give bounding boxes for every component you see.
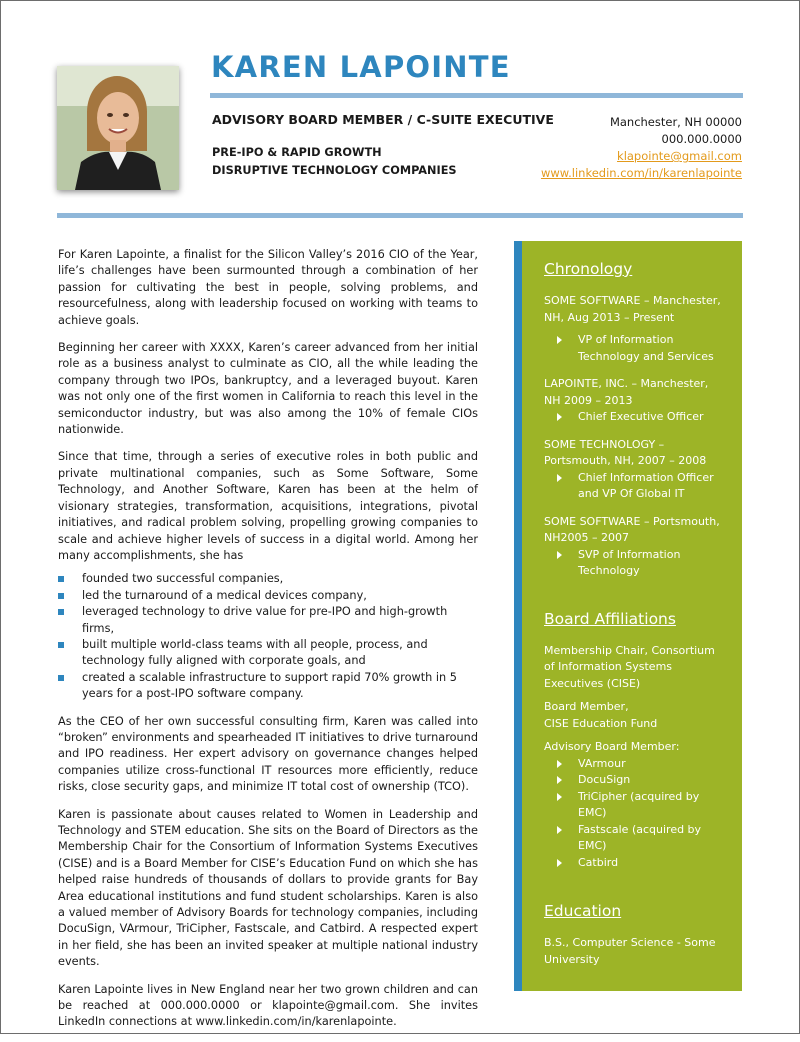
chronology-role: VP of Information Technology and Services [578, 333, 714, 363]
chronology-entry [544, 376, 728, 426]
advisory-item: VArmour [544, 756, 728, 773]
triangle-bullet-icon [557, 826, 562, 834]
chronology-role: SVP of Information Technology [578, 547, 681, 577]
chronology-company: LAPOINTE, INC. – Manchester, NH 2009 – 2013 [544, 377, 709, 407]
chronology-company: SOME TECHNOLOGY – Portsmouth, NH, 2007 – 2008 [544, 437, 707, 467]
advisory-item: Catbird [544, 855, 728, 872]
triangle-bullet-icon [557, 793, 562, 801]
triangle-bullet-icon [557, 413, 562, 421]
triangle-bullet-icon [557, 551, 562, 559]
profile-photo [57, 66, 179, 190]
chronology-role: Chief Information Officer and VP Of Global IT [578, 470, 714, 500]
board-affiliations-heading: Board Affiliations [544, 609, 676, 628]
candidate-name: KAREN LAPOINTE [211, 50, 511, 84]
contact-linkedin-link[interactable]: www.linkedin.com/in/karenlapointe [540, 166, 742, 180]
headline-title: ADVISORY BOARD MEMBER / C-SUITE EXECUTIVE [212, 112, 554, 127]
list-item: leveraged technology to drive value for pre-IPO and high-growth firms, [58, 604, 478, 637]
list-item: created a scalable infrastructure to support rapid 70% growth in 5 years for a post-IPO software company. [58, 670, 478, 703]
triangle-bullet-icon [557, 776, 562, 784]
chronology-role: Chief Executive Officer [578, 410, 704, 423]
board-item: Membership Chair, Consortium of Information Systems Executives (CISE) [544, 643, 715, 690]
list-item: led the turnaround of a medical devices company, [58, 588, 478, 604]
headline-subtitle-1: PRE-IPO & RAPID GROWTH [212, 146, 382, 159]
summary-paragraph: For Karen Lapointe, a finalist for the Silicon Valley’s 2016 CIO of the Year, life’s challenges have been surmounted through a combination of her passion for cultivating the best in people, solving problems, and resourcefulness, along with leadership focused on working with teams to achieve goals. [58, 248, 478, 327]
contact-email-link[interactable]: klapointe@gmail.com [617, 149, 742, 163]
bullet-square-icon [58, 576, 64, 582]
advisory-item: Fastscale (acquired by EMC) [544, 822, 728, 855]
contact-phone: 000.000.0000 [661, 132, 742, 146]
advisory-label: Advisory Board Member: [544, 740, 680, 753]
triangle-bullet-icon [557, 336, 562, 344]
bullet-square-icon [58, 593, 64, 599]
board-item: Board Member, CISE Education Fund [544, 700, 658, 730]
chronology-heading: Chronology [544, 260, 633, 278]
chronology-entry [544, 437, 728, 503]
summary-body [58, 247, 478, 1042]
summary-paragraph: Karen Lapointe lives in New England near her two grown children and can be reached at 000.000.0000 or klapointe@gmail.com. She invites LinkedIn connections at www.linkedin.com/in/karenlapointe. [58, 982, 478, 1029]
triangle-bullet-icon [557, 760, 562, 768]
chronology-company: SOME SOFTWARE – Portsmouth, NH2005 – 2007 [544, 514, 720, 544]
advisory-item: TriCipher (acquired by EMC) [544, 789, 728, 822]
summary-paragraph: Since that time, through a series of executive roles in both public and private multinational companies, such as Some Software, Some Technology, and Another Software, Karen has been at the helm of visionary strategies, transformation, acquisitions, integrations, pivotal initiatives, and radical problem solving, propelling growing companies to scale and achieve higher levels of success in a digital world. Among her many accomplishments, she has [58, 450, 478, 562]
chronology-entry [544, 514, 728, 580]
chronology-company: SOME SOFTWARE – Manchester, NH, Aug 2013 – Present [544, 294, 721, 324]
sidebar [514, 241, 742, 991]
bullet-square-icon [58, 675, 64, 681]
education-item: B.S., Computer Science - Some University [544, 936, 716, 966]
triangle-bullet-icon [557, 859, 562, 867]
bullet-square-icon [58, 609, 64, 615]
chronology-entry [544, 293, 728, 365]
contact-location: Manchester, NH 00000 [609, 115, 742, 129]
headline-subtitle-2: DISRUPTIVE TECHNOLOGY COMPANIES [212, 164, 457, 177]
summary-paragraph: As the CEO of her own successful consulting firm, Karen was called into “broken” environments and spearheaded IT initiatives to drive turnaround and IPO readiness. Her expert advisory on governance changes helped companies utilize cross-functional IT resources more efficiently, reduce risks, close security gaps, and minimize IT total cost of ownership (TCO). [58, 714, 478, 794]
list-item: built multiple world-class teams with all people, process, and technology fully aligned with corporate goals, and [58, 637, 478, 670]
list-item: founded two successful companies, [58, 571, 478, 587]
section-rule [57, 213, 743, 218]
summary-paragraph: Beginning her career with XXXX, Karen’s career advanced from her initial role as a business analyst to culminate as CIO, all the while leading the company through two IPOs, bankruptcy, and a leveraged buyout. Karen was not only one of the first women in California to reach this level in the semiconductor industry, but was also among the 10% of female CIOs nationwide. [58, 341, 478, 437]
advisory-item: DocuSign [544, 772, 728, 789]
contact-block [541, 114, 742, 182]
header-rule [210, 93, 743, 98]
triangle-bullet-icon [557, 474, 562, 482]
education-heading: Education [544, 902, 622, 920]
bullet-square-icon [58, 642, 64, 648]
accomplishments-list [58, 571, 478, 702]
summary-paragraph: Karen is passionate about causes related to Women in Leadership and Technology and STEM education. She sits on the Board of Directors as the Membership Chair for the Consortium of Information Systems Executives (CISE) and is a Board Member for CISE’s Education Fund on which she has helped raise hundreds of thousands of dollars to provide grants for Bay Area educational institutions and fund student scholarships. Karen is also a valued member of Advisory Boards for technology companies, including DocuSign, VArmour, TriCipher, Fastscale, and Catbird. A respected expert in her field, she has been an invited speaker at multiple national industry events. [58, 807, 478, 969]
